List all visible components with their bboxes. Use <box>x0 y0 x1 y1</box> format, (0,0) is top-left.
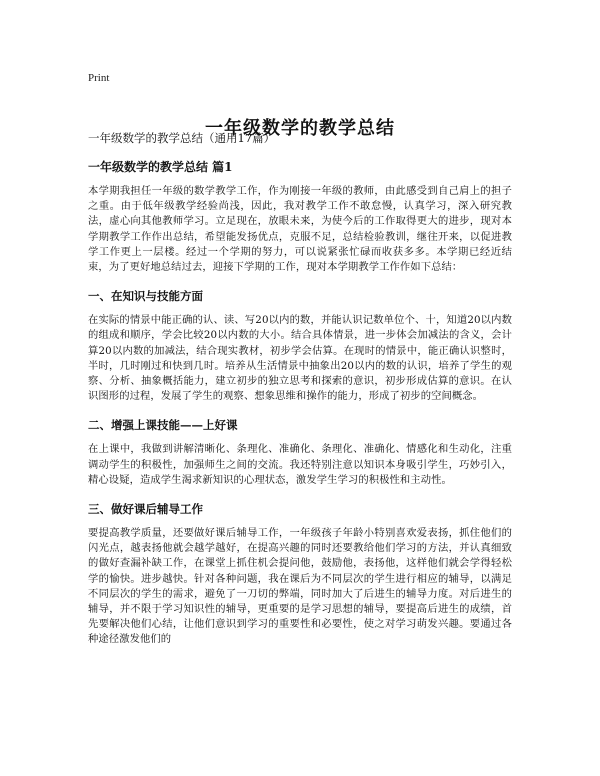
document-title: 一年级数学的教学总结 <box>205 118 395 140</box>
section-title: 一年级数学的教学总结 篇1 <box>88 160 233 174</box>
document-subtitle: 一年级数学的教学总结（通用17篇） <box>88 131 276 145</box>
intro-paragraph: 本学期我担任一年级的数学教学工作，作为刚接一年级的教师，由此感受到自己肩上的担子之重。由于低年级教学经验尚浅，因此，我对教学工作不敢怠慢，认真学习，深入研究教法，虚心向其他教师学习。立足现在，放眼未来，为使今后的工作取得更大的进步，现对本学期教学工作作出总结，希望能发扬优点，克服不足，总结检验教训，继往开来，以促进教学工作更上一层楼。经过一个学期的努力，可以说紧张忙碌而收获多多。本学期已经近结束，为了更好地总结过去，迎接下学期的工作，现对本学期教学工作作如下总结： <box>88 185 512 274</box>
paragraph-after-class-tutoring: 要提高教学质量，还要做好课后辅导工作，一年级孩子年龄小特别喜欢爱表扬，抓住他们的闪光点，越表扬他就会越学越好，在提高兴趣的同时还要教给他们学习的方法，并认真细致的做好查漏补缺工作，在课堂上抓住机会提问他，鼓励他，表扬他，这样他们就会学得轻松学的愉快。进步越快。针对各种问题，我在课后为不同层次的学生进行相应的辅导，以满足不同层次的学生的需求，避免了一刀切的弊端，同时加大了后进生的辅导力度。对后进生的辅导，并不限于学习知识性的辅导，更重要的是学习思想的辅导，要提高后进生的成绩，首先要解决他们心结，让他们意识到学习的重要性和必要性，使之对学习萌发兴趣。要通过各种途径激发他们的 <box>88 527 512 646</box>
print-link[interactable]: Print <box>88 72 110 84</box>
heading-after-class-tutoring: 三、做好课后辅导工作 <box>88 502 203 517</box>
paragraph-teaching-skills: 在上课中，我做到讲解清晰化、条理化、准确化、条理化、准确化、情感化和生动化，注重调动学生的积极性，加强师生之间的交流。我还特别注意以知识本身吸引学生，巧妙引入，精心设疑，造成学生渴求新知识的心理状态，激发学生学习的积极性和主动性。 <box>88 443 512 486</box>
paragraph-knowledge-skills: 在实际的情景中能正确的认、读、写20以内的数，并能认识记数单位个、十，知道20以内数的组成和顺序，学会比较20以内数的大小。结合具体情景，进一步体会加减法的含义，会计算20以内数的加减法，结合现实教材，初步学会估算。在现时的情景中，能正确认识整时，半时，几时刚过和快到几时。培养从生活情景中抽象出20以内的数的认识，培养了学生的观察、分析、抽象概括能力，建立初步的独立思考和探索的意识，初步形成估算的意识。在认识图形的过程，发展了学生的观察、想象思维和操作的能力，形成了初步的空间概念。 <box>88 314 512 403</box>
heading-teaching-skills: 二、增强上课技能——上好课 <box>88 418 238 433</box>
heading-knowledge-skills: 一、在知识与技能方面 <box>88 289 203 304</box>
document-body <box>88 130 512 648</box>
